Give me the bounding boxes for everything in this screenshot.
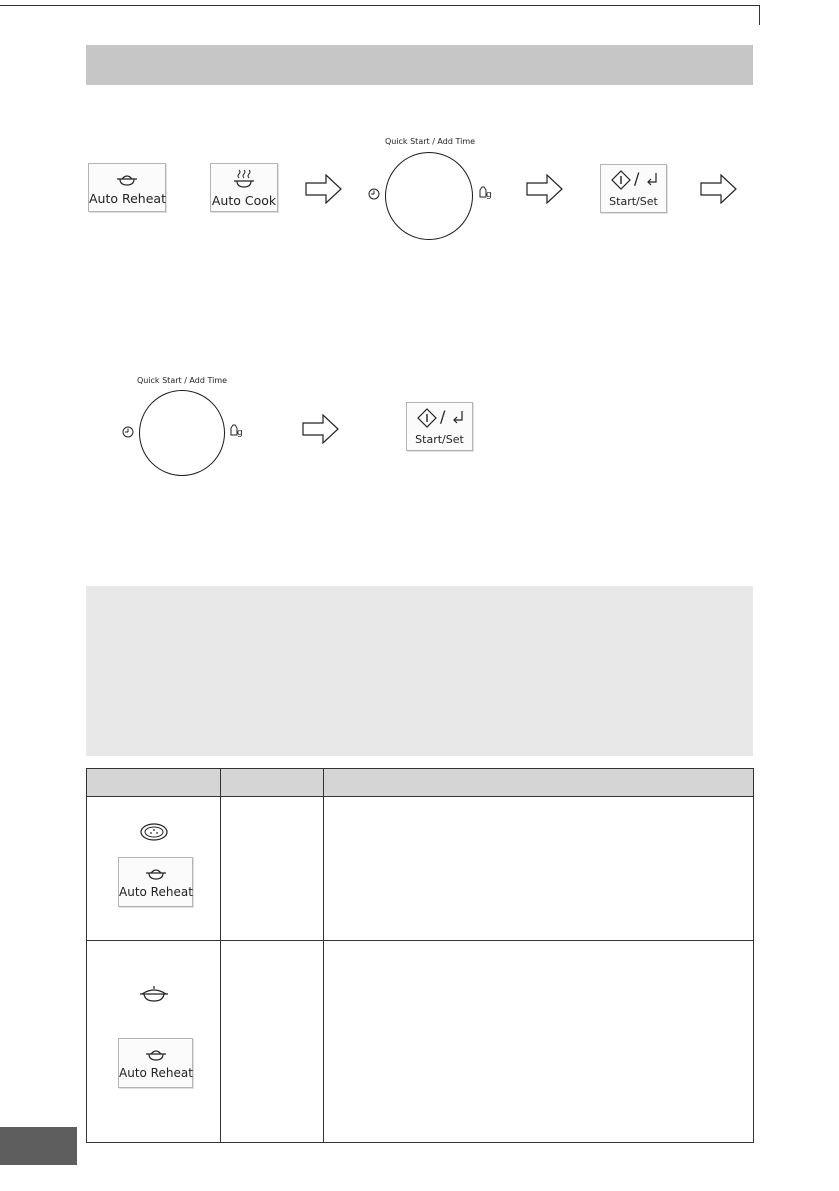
start-diamond-icon: [417, 408, 437, 428]
start-set-button[interactable]: [600, 164, 667, 213]
start-set-slash: /: [440, 407, 446, 426]
quick-start-dial[interactable]: [139, 390, 225, 476]
steam-pot-icon: [232, 169, 256, 189]
pot-icon: [144, 1048, 168, 1062]
table-cell: [87, 941, 221, 1143]
clock-icon: [122, 426, 134, 438]
table-cell: [324, 941, 754, 1143]
covered-dish-icon: [139, 985, 169, 1003]
table-cell: [324, 797, 754, 941]
start-set-slash: /: [634, 169, 640, 188]
start-diamond-icon: [611, 170, 631, 190]
auto-reheat-button[interactable]: [118, 857, 193, 907]
table-cell: [221, 797, 324, 941]
auto-cook-label: Auto Cook: [211, 193, 277, 208]
enter-arrow-icon: [645, 172, 659, 188]
table-header-cell: [87, 769, 221, 797]
right-arrow-icon: [526, 174, 564, 204]
table-cell: [87, 797, 221, 941]
table-header-cell: [221, 769, 324, 797]
right-arrow-icon: [302, 414, 340, 444]
right-arrow-icon: [305, 174, 343, 204]
auto-reheat-label: Auto Reheat: [119, 1066, 193, 1080]
dial-caption: Quick Start / Add Time: [384, 137, 476, 146]
right-arrow-icon: [700, 174, 738, 204]
auto-reheat-label: Auto Reheat: [89, 191, 166, 206]
start-set-label: Start/Set: [609, 195, 658, 208]
pot-icon: [115, 173, 139, 187]
table-header-cell: [324, 769, 754, 797]
auto-reheat-button[interactable]: [118, 1038, 193, 1088]
start-set-button[interactable]: [406, 402, 473, 451]
top-rule: [0, 5, 760, 6]
weight-unit-label: g: [486, 190, 492, 200]
page-number-tab: [0, 1127, 77, 1165]
pot-icon: [144, 867, 168, 881]
table-row: [87, 941, 754, 1143]
weight-unit-label: g: [237, 428, 243, 438]
dial-caption: Quick Start / Add Time: [136, 376, 228, 385]
auto-reheat-label: Auto Reheat: [119, 885, 193, 899]
top-rule-end: [759, 5, 760, 25]
note-box: [86, 586, 753, 756]
section-header-bar: [86, 45, 753, 85]
auto-reheat-button[interactable]: [88, 163, 166, 212]
table-header-row: [87, 769, 754, 797]
clock-icon: [368, 188, 380, 200]
start-set-label: Start/Set: [415, 433, 464, 446]
plate-icon: [139, 822, 169, 842]
auto-reheat-table: [86, 768, 754, 1143]
enter-arrow-icon: [451, 410, 465, 426]
quick-start-dial[interactable]: [385, 152, 473, 240]
auto-cook-button[interactable]: [210, 163, 278, 212]
table-row: [87, 797, 754, 941]
table-cell: [221, 941, 324, 1143]
